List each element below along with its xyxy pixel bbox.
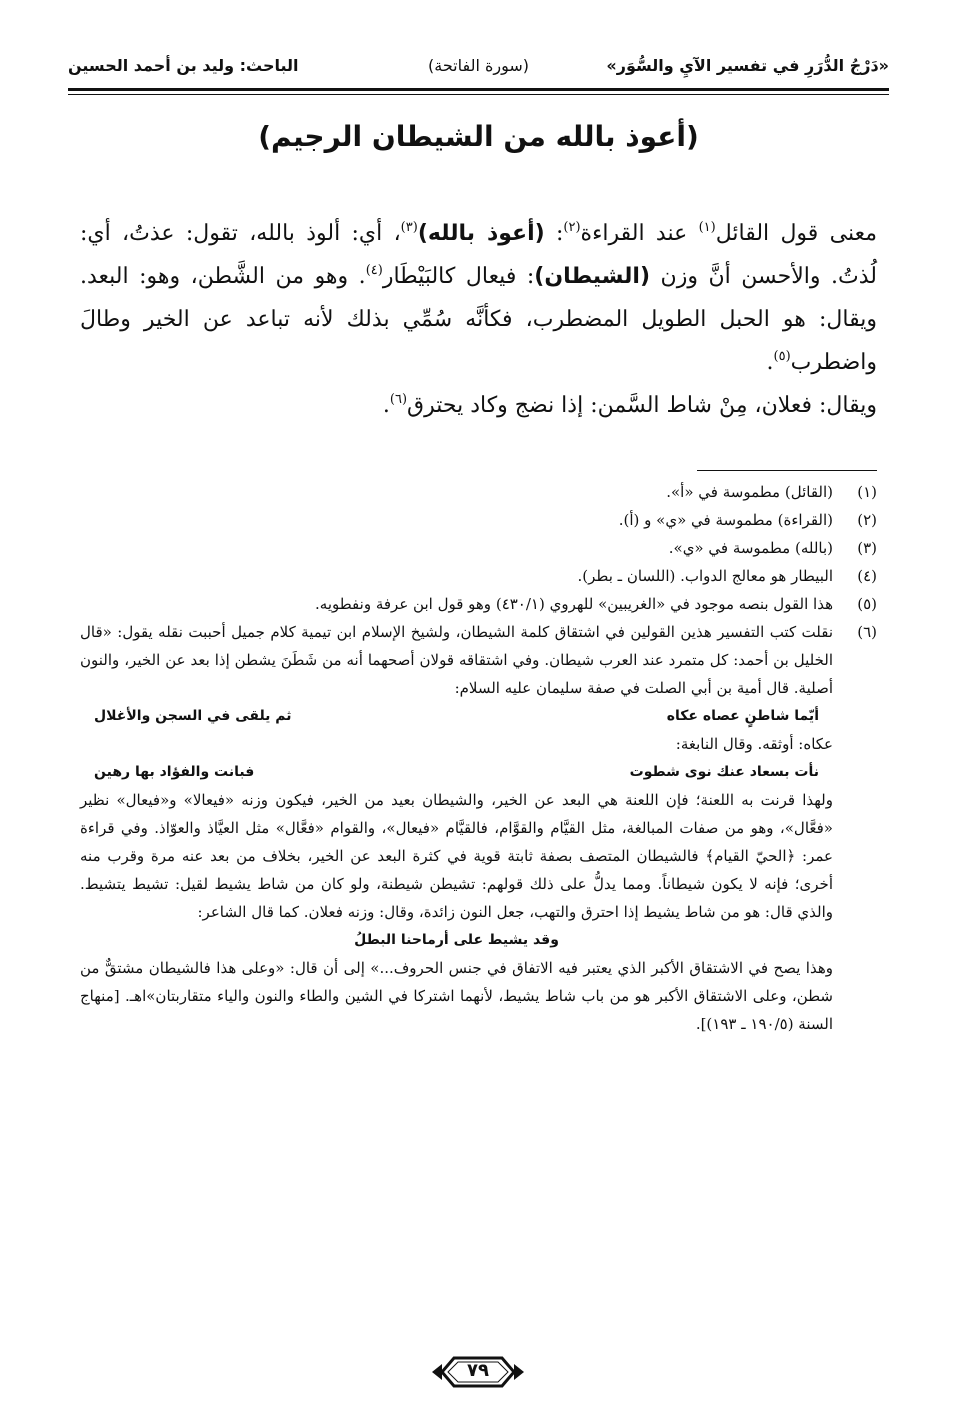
- footnote: [80, 562, 877, 590]
- footnote-number: (٤): [857, 567, 877, 585]
- body-text-run: ، أي: ألوذ بالله، تقول: عذتُ، أي: لُذتُ. والأحسن أنَّ وزن: [80, 221, 878, 289]
- body-text-run: :: [544, 221, 564, 246]
- footnote-text: وهذا يصح في الاشتقاق الأكبر الذي يعتبر فيه الاتفاق في جنس الحروف...» إلى أن قال: «وعلى هذا فالشيطان مشتقٌّ من شطن، وعلى الاشتقاق الأكبر هو من باب شاط يشيط، لأنهما اشتركا في الشين والطاء والنون والياء متقاربتان»اهـ. [منهاج السنة (١٩٠/٥ ـ ١٩٣)].: [80, 959, 833, 1033]
- quoted-term: (أعوذ بالله): [417, 221, 545, 246]
- footnote-ref: (٣): [400, 220, 418, 235]
- footnote-text: عكاه: أوثقه. وقال النابغة:: [675, 735, 833, 753]
- header-rule-thin: [68, 94, 889, 95]
- footnote-text: (بالله) مطموسة في «ي».: [668, 539, 833, 557]
- footnote-ref: (٥): [773, 349, 791, 364]
- section-title: (أعوذ بالله من الشيطان الرجيم): [258, 120, 699, 153]
- verse-hemistich: فبانت والفؤاد بها رهين: [94, 764, 255, 780]
- body-paragraph: [80, 384, 877, 427]
- main-text: [80, 212, 877, 427]
- footnote-text: (القائل) مطموسة في «أ».: [666, 483, 833, 501]
- body-text-run: معنى قول القائل: [715, 221, 878, 246]
- verse-hemistich: أيّما شاطنٍ عصاه عكاه: [666, 708, 819, 724]
- verse-hemistich: نأت بسعاد عنك نوى شطوت: [629, 764, 819, 780]
- footnote-ref: (٦): [389, 392, 408, 407]
- footnote-text: (القراءة) مطموسة في «ي» و (أ).: [618, 511, 833, 529]
- footnote-separator: [697, 470, 877, 471]
- footnote-text: البيطار هو معالج الدواب. (اللسان ـ بطر).: [577, 567, 833, 585]
- footnote: [80, 478, 877, 506]
- poetry-verse: [80, 926, 833, 954]
- verse-hemistich: ثم يلقى في السجن والأغلال: [94, 708, 292, 724]
- poetry-verse: [80, 758, 833, 786]
- body-text-run: . وهو من الشَّطن، وهو: البعد. ويقال: هو الحبل الطويل المضطرب، فكأنَّه سُمِّي بذلك لأنه تباعد عن الخير وطالَ واضطرب: [80, 264, 877, 375]
- page-number-ornament: [428, 1352, 528, 1392]
- footnote-number: (١): [857, 483, 877, 501]
- body-text-run: .: [382, 393, 390, 418]
- body-paragraph: [80, 212, 877, 384]
- body-text-run: ويقال: فعلان، مِنْ شاط السَّمن: إذا نضج وكاد يحترق: [407, 393, 877, 418]
- footnote-text: نقلت كتب التفسير هذين القولين في اشتقاق كلمة الشيطان، ولشيخ الإسلام ابن تيمية كلام جميل أحببت نقله يقول: «قال الخليل بن أحمد: كل متمرد عند العرب شيطان. وفي اشتقاقه قولان أصحهما أنه من شَطَنَ يشطن إذا بعد عن الخير، والنون أصلية. قال أمية بن أبي الصلت في صفة سليمان عليه السلام:: [80, 623, 833, 697]
- footnote: [80, 534, 877, 562]
- footnote-ref: (١): [698, 220, 716, 235]
- footnote: [80, 590, 877, 618]
- footnote-number: (٦): [857, 623, 877, 641]
- running-header: [68, 50, 889, 84]
- footnote-ref: (٢): [563, 220, 581, 235]
- book-title: «دَرْجُ الدُّرَرِ في تفسير الآيِ والسُّوَر»: [606, 56, 889, 75]
- body-text-run: عند القراءة: [580, 221, 699, 246]
- footnote-number: (٥): [857, 595, 877, 613]
- poetry-verse: [80, 702, 833, 730]
- footnote-text: ولهذا قرنت به اللعنة؛ فإن اللعنة هي البعد عن الخير، والشيطان بعيد من الخير، فيكون وزنه «فيعالا» و«فيعال» نظير «فعَّال»، وهو من صفات المبالغة، مثل القيَّام والقوَّام، فالقيَّام «فيعال»، والقوام «فعَّال» مثل العيَّاذ والعوّاذ. وفي قراءة عمر: ﴿الحيّ القيام﴾ فالشيطان المتصف بصفة ثابتة قوية في كثرة البعد عن الخير، بخلاف من بعد عنه مرة وقرب منه أخرى؛ فإنه لا يكون شيطاناً. ومما يدلُّ على ذلك قولهم: تشيطن شيطنة، ولو كان من شاط يشيط لقيل: تشيط يتشيط. والذي قال: هو من شاط يشيط إذا احترق والتهب، جعل النون زائدة، وقال: وزنه فعلان. كما قال الشاعر:: [80, 791, 833, 921]
- surah-name: (سورة الفاتحة): [428, 56, 529, 75]
- header-rule-thick: [68, 88, 889, 91]
- footnote-ref: (٤): [365, 263, 383, 278]
- footnotes: [80, 478, 877, 1038]
- footnote-text: هذا القول بنصه موجود في «الغريبين» للهروي (٤٣٠/١) وهو قول ابن عرفة ونفطويه.: [315, 595, 833, 613]
- footnote-number: (٢): [857, 511, 877, 529]
- researcher-name: الباحث: وليد بن أحمد الحسين: [68, 56, 299, 75]
- body-text-run: .: [766, 350, 774, 375]
- verse-hemistich: وقد يشيط على أرماحنا البطلُ: [354, 932, 559, 948]
- page-number: ٧٩: [467, 1360, 489, 1381]
- quoted-term: (الشيطان): [534, 264, 651, 289]
- body-text-run: : فيعال كالبَيْطَار: [382, 264, 535, 289]
- footnote-number: (٣): [857, 539, 877, 557]
- footnote: [80, 506, 877, 534]
- footnote: [80, 618, 877, 1038]
